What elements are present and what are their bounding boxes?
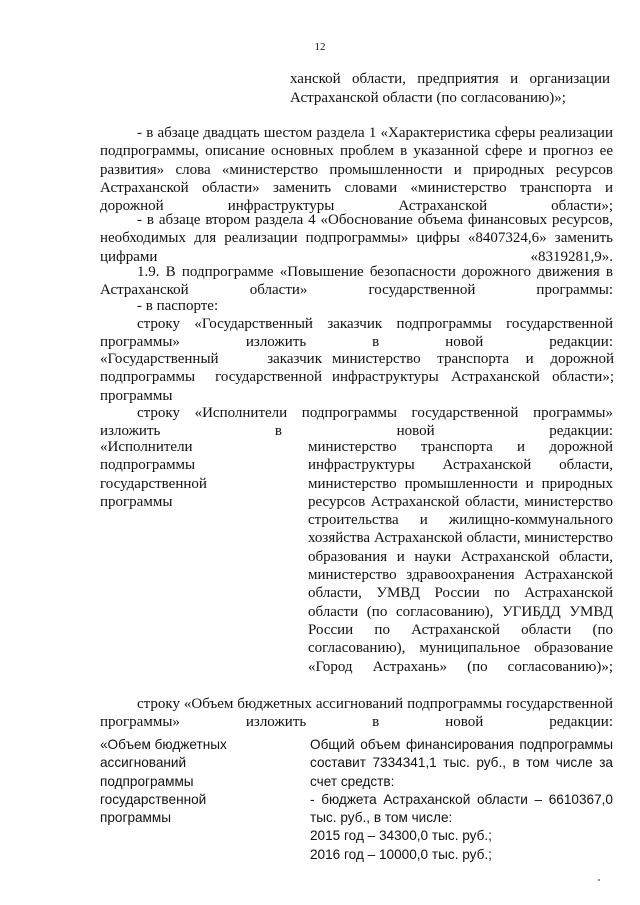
budget-total-text: Общий объем финансирования подпрограммы составит 7334341,1 тыс. руб., в том числе за счет средств: [310,737,613,789]
paragraph-passport: - в паспорте: [137,298,219,314]
scan-speck [598,879,600,881]
row-budget-value [310,736,613,864]
continuation-text: ханской области, предприятия и организации Астраханской области (по согласованию)»; [290,71,610,106]
paragraph-section1-change: - в абзаце двадцать шестом раздела 1 «Характеристика сферы реализации подпрограммы, описание основных проблем в указанной сфере и прогноз ее развития» слова «министерство промышленности и природных ресурсов Астраханской области» заменить словами «министерство транспорта и дорожной инфраструктуры Астраханской области»; [100,125,613,215]
paragraph-executors-line: строку «Исполнители подпрограммы государственной программы» изложить в новой редакции: [100,405,613,440]
row-executors-value: министерство транспорта и дорожной инфраструктуры Астраханской области, министерство промышленности и природных ресурсов Астраханской области, министерство строительства и жилищно-коммунального хозяйства Астраханской области, министерство образования и науки Астраханской области, министерство здравоохранения Астраханской области, УМВД России по Астраханской области (по согласованию), УГИБДД УМВД России по Астраханской области (по согласованию), муниципальное образование «Город Астрахань» (по согласованию)»; [308,439,613,675]
row-customer-label: «Государственный заказчик подпрограммы государственной программы [100,351,322,404]
paragraph-customer-line: строку «Государственный заказчик подпрограммы государственной программы» изложить в новой редакции: [100,316,613,351]
budget-region-text: - бюджета Астраханской области – 6610367,0 тыс. руб., в том числе: [310,791,613,826]
paragraph-budget-line: строку «Объем бюджетных ассигнований подпрограммы государственной программы» изложить в новой редакции: [100,696,613,731]
paragraph-1-9: 1.9. В подпрограмме «Повышение безопасности дорожного движения в Астраханской области» государственной программы: [100,264,613,299]
budget-year-2016: 2016 год – 10000,0 тыс. руб.; [310,846,492,862]
row-executors-label: «Исполнители подпрограммы государственной программы [100,439,207,510]
paragraph-section4-change: - в абзаце втором раздела 4 «Обоснование объема финансовых ресурсов, необходимых для реализации подпрограммы» цифры «8407324,6» заменить цифрами «8319281,9». [100,212,613,265]
page-number: 12 [314,41,326,53]
row-budget-label: «Объем бюджетных ассигнований подпрограммы государственной программы [100,737,227,826]
row-customer-value: министерство транспорта и дорожной инфраструктуры Астраханской области»; [332,351,614,386]
budget-year-2015: 2015 год – 34300,0 тыс. руб.; [310,828,492,844]
